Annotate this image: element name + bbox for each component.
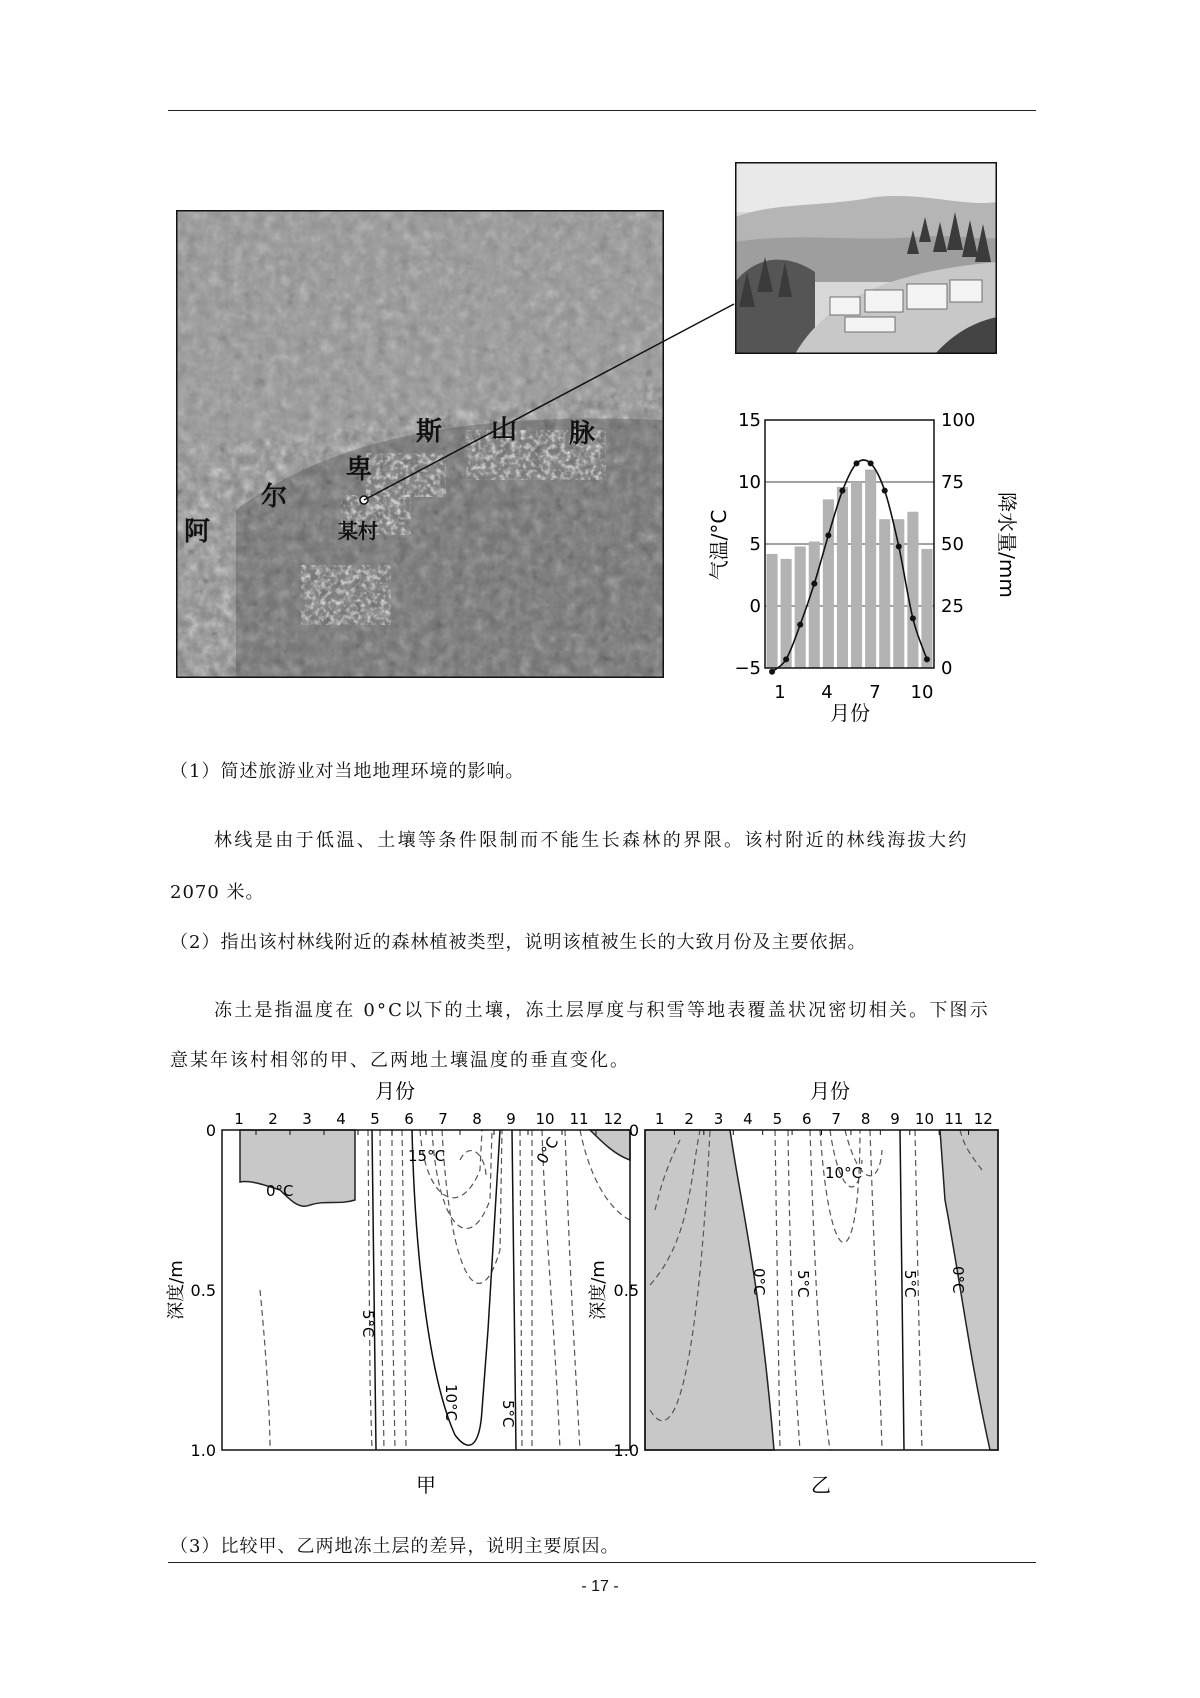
yi-depth-label: 深度/m: [588, 1260, 609, 1320]
precipitation-bar: [907, 512, 918, 668]
climate-right-tick-5: 0: [941, 658, 953, 679]
paragraph-treeline-line-2: 2070 米。: [170, 882, 265, 903]
climate-x-tick-3: 7: [869, 682, 881, 703]
jia-month-tick: 5: [370, 1110, 380, 1128]
yi-depth-tick-05: 0.5: [613, 1281, 639, 1300]
footer-rule: [168, 1562, 1036, 1563]
yi-month-tick: 11: [944, 1110, 964, 1128]
jia-panel: [222, 1130, 630, 1450]
climate-right-axis-label: 降水量/mm: [995, 492, 1019, 598]
jia-month-tick: 1: [234, 1110, 244, 1128]
climate-right-tick-1: 100: [941, 410, 976, 431]
range-char-6: 脉: [569, 419, 596, 449]
yi-month-label: 月份: [810, 1079, 850, 1103]
climate-right-tick-3: 50: [941, 534, 964, 555]
header-rule: [168, 110, 1036, 111]
precipitation-bar: [767, 554, 778, 668]
yi-month-tick: 7: [831, 1110, 841, 1128]
precipitation-bar: [893, 519, 904, 668]
climate-left-tick-4: 0: [749, 596, 761, 617]
yi-caption: 乙: [811, 1473, 831, 1497]
climate-x-tick-4: 10: [910, 682, 934, 703]
jia-month-tick: 8: [472, 1110, 482, 1128]
range-char-1: 阿: [184, 517, 211, 547]
jia-month-tick: 3: [302, 1110, 312, 1128]
temperature-point: [839, 488, 845, 494]
range-char-4: 斯: [416, 417, 443, 447]
yi-contour-label-0c-left: 0°C: [750, 1268, 768, 1296]
jia-depth-tick-1: 1.0: [190, 1441, 216, 1460]
jia-month-tick: 11: [569, 1110, 589, 1128]
temperature-point: [811, 581, 817, 587]
precipitation-bar: [795, 546, 806, 668]
jia-month-tick: 2: [268, 1110, 278, 1128]
yi-panel: [645, 1130, 998, 1450]
question-3: （3）比较甲、乙两地冻土层的差异，说明主要原因。: [170, 1536, 620, 1557]
jia-caption: 甲: [416, 1473, 436, 1497]
precipitation-bar: [851, 482, 862, 668]
yi-month-tick: 5: [772, 1110, 783, 1128]
climate-x-label: 月份: [830, 701, 870, 725]
jia-depth-tick-05: 0.5: [190, 1281, 216, 1300]
yi-contour-label-0c-right: 0°C: [949, 1266, 967, 1294]
temperature-point: [882, 488, 888, 494]
yi-contour-label-5c-mid: 5°C: [794, 1270, 812, 1298]
range-char-2: 尔: [261, 482, 288, 512]
yi-month-tick: 8: [860, 1110, 871, 1128]
climate-left-tick-2: 10: [738, 472, 761, 493]
yi-month-tick: 9: [890, 1110, 900, 1128]
yi-month-tick: 12: [973, 1110, 993, 1128]
temperature-point: [797, 622, 803, 628]
yi-depth-tick-0: 0: [628, 1121, 639, 1140]
jia-month-label: 月份: [375, 1079, 415, 1103]
precipitation-bar: [809, 542, 820, 668]
jia-contour-label-5c-right: 5°C: [499, 1400, 517, 1428]
jia-contour-label-0c-left: 0°C: [266, 1182, 294, 1200]
village-label: 某村: [338, 519, 378, 543]
soil-temperature-charts: [166, 1079, 1090, 1520]
climate-x-tick-1: 1: [774, 682, 786, 703]
jia-contour-label-15c: 15°C: [408, 1147, 446, 1165]
jia-contour-label-5c-left: 5°C: [359, 1310, 377, 1338]
jia-depth-label: 深度/m: [166, 1260, 187, 1320]
jia-month-tick: 10: [535, 1110, 555, 1128]
climate-right-tick-2: 75: [941, 472, 964, 493]
temperature-point: [769, 669, 775, 675]
jia-month-tick: 9: [506, 1110, 516, 1128]
jia-month-tick: 4: [336, 1110, 346, 1128]
paragraph-treeline-line-1: 林线是由于低温、土壤等条件限制而不能生长森林的界限。该村附近的林线海拔大约: [214, 830, 969, 851]
leader-line: [360, 300, 740, 510]
climate-right-tick-4: 25: [941, 596, 964, 617]
village-photo: [735, 162, 997, 354]
yi-month-tick: 4: [743, 1110, 753, 1128]
yi-contour-label-10c: 10°C: [825, 1164, 863, 1182]
precipitation-bar: [865, 470, 876, 668]
climate-left-axis-label: 气温/°C: [707, 509, 731, 581]
climate-left-tick-5: −5: [734, 658, 761, 679]
yi-month-tick: 3: [713, 1110, 724, 1128]
climate-x-tick-2: 4: [821, 682, 833, 703]
climate-chart: [700, 410, 1030, 730]
page-number: - 17 -: [581, 1578, 619, 1595]
temperature-point: [868, 460, 874, 466]
yi-month-tick: 6: [802, 1110, 812, 1128]
precipitation-bar: [837, 487, 848, 668]
precipitation-bar: [879, 519, 890, 668]
jia-month-tick: 12: [603, 1110, 623, 1128]
temperature-point: [924, 656, 930, 662]
yi-contour-label-5c-right: 5°C: [901, 1270, 919, 1298]
question-1: （1）简述旅游业对当地地理环境的影响。: [170, 761, 525, 782]
range-char-3: 卑: [346, 455, 373, 485]
yi-depth-tick-1: 1.0: [613, 1441, 639, 1460]
temperature-point: [910, 615, 916, 621]
climate-left-tick-1: 15: [738, 410, 761, 431]
paragraph-permafrost-line-1: 冻土是指温度在 0°C以下的土壤，冻土层厚度与积雪等地表覆盖状况密切相关。下图示: [214, 1000, 990, 1021]
range-char-5: 山: [491, 415, 518, 445]
paragraph-permafrost-line-2: 意某年该村相邻的甲、乙两地土壤温度的垂直变化。: [170, 1050, 630, 1071]
temperature-point: [825, 532, 831, 538]
temperature-point: [896, 543, 902, 549]
temperature-point: [783, 656, 789, 662]
jia-month-tick: 7: [438, 1110, 448, 1128]
jia-depth-tick-0: 0: [205, 1121, 216, 1140]
question-2: （2）指出该村林线附近的森林植被类型，说明该植被生长的大致月份及主要依据。: [170, 932, 867, 953]
jia-contour-label-0c-right: 0°C: [532, 1134, 563, 1167]
yi-month-tick: 10: [914, 1110, 935, 1128]
climate-left-tick-3: 5: [749, 534, 761, 555]
jia-contour-label-10c: 10°C: [442, 1384, 460, 1422]
temperature-point: [854, 460, 860, 466]
jia-month-tick: 6: [404, 1110, 414, 1128]
yi-month-tick: 1: [654, 1110, 665, 1128]
yi-month-tick: 2: [684, 1110, 694, 1128]
